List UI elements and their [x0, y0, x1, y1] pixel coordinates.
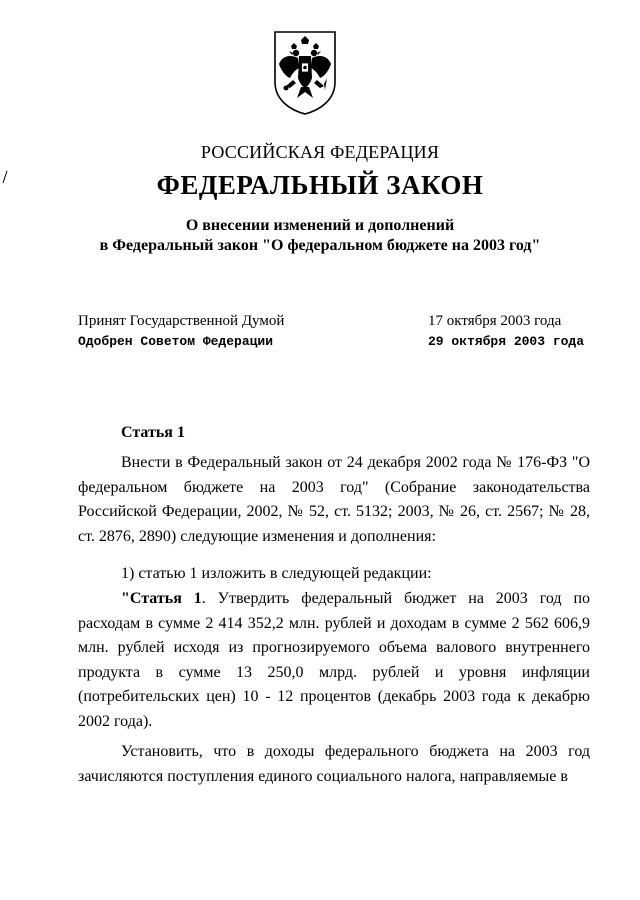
title-line-1: О внесении изменений и дополнений	[185, 217, 455, 234]
document-title	[0, 216, 640, 256]
coat-of-arms-icon	[272, 30, 338, 116]
council-label: Одобрен Советом Федерации	[78, 334, 274, 349]
council-date: 29 октября 2003 года	[428, 334, 585, 349]
duma-label: Принят Государственной Думой	[78, 313, 285, 329]
article-body-text: . Утвердить федеральный бюджет на 2003 год по расходам в сумме 2 414 352,2 млн. рублей и доходам в сумме 2 562 606,9 млн. рублей исходя из прогнозируемого объема валового внутреннего продукта в сумме 13 250,0 млрд. рублей и уровня инфляции (потребительских цен) 10 - 12 процентов (декабрь 2003 года к декабрю 2002 года).	[78, 590, 591, 730]
paragraph-item-1: 1) статью 1 изложить в следующей редакции:	[121, 565, 432, 582]
article-reference: "Статья 1	[121, 590, 202, 607]
country-name: РОССИЙСКАЯ ФЕДЕРАЦИЯ	[200, 142, 440, 162]
article-heading: Статья 1	[121, 424, 185, 441]
title-line-2: в Федеральный закон "О федеральном бюджете на 2003 год"	[99, 237, 541, 254]
document-type: ФЕДЕРАЛЬНЫЙ ЗАКОН	[156, 170, 484, 200]
duma-date: 17 октября 2003 года	[428, 313, 562, 329]
adoption-duma	[78, 313, 598, 333]
paragraph-article-1-text	[78, 587, 590, 734]
paragraph-revenues: Установить, что в доходы федерального бюджета на 2003 год зачисляются поступления единого социального налога, направляемые в	[78, 743, 590, 785]
adoption-council	[78, 334, 598, 354]
paragraph-amendment: Внести в Федеральный закон от 24 декабря 2002 года № 176-ФЗ "О федеральном бюджете на 2003 год" (Собрание законодательства Российской Федерации, 2002, № 52, ст. 5132; 2003, № 26, ст. 2567; № 28, ст. 2876, 2890) следующие изменения и дополнения:	[78, 454, 590, 545]
